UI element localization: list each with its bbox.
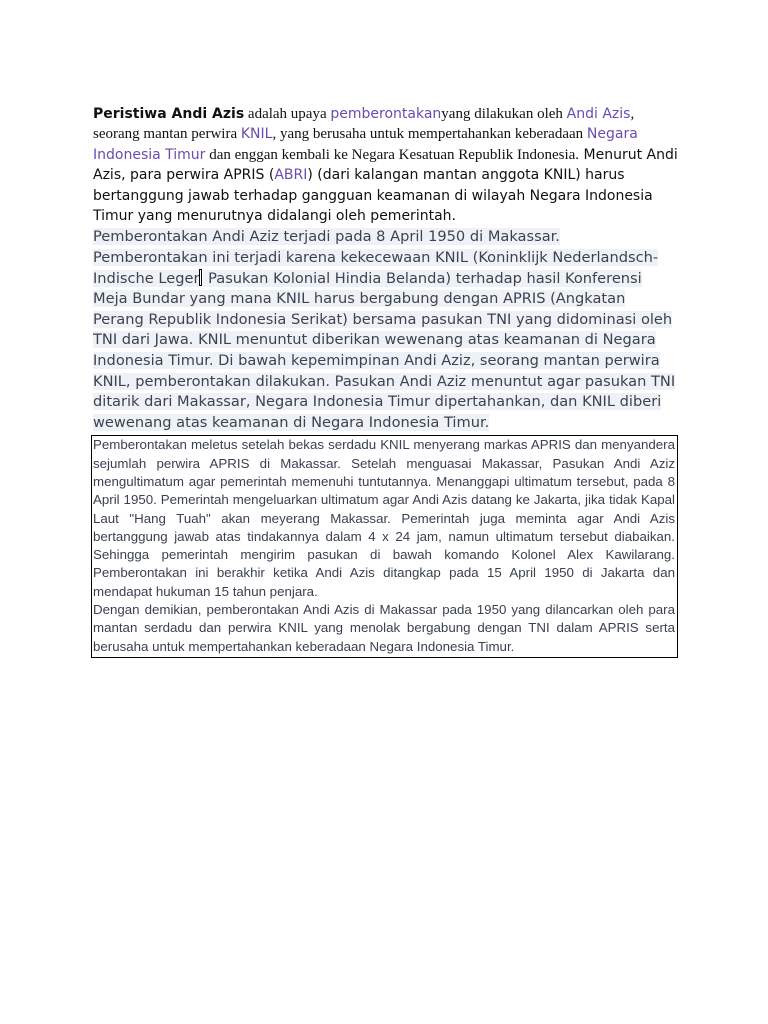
highlighted-text: Pasukan Kolonial Hindia Belanda) terhadap hasil Konferensi Meja Bundar yang mana KNIL harus bergabung dengan APRIS (Angkatan Perang Republik Indonesia Serikat) bersama pasukan TNI yang didominasi oleh TNI dari Jawa. KNIL menuntut diberikan wewenang atas keamanan di Negara Indonesia Timur. Di bawah kepemimpinan Andi Aziz, seorang mantan perwira KNIL, pemberontakan dilakukan. Pasukan Andi Aziz menuntut agar pasukan TNI ditarik dari Makassar, Negara Indonesia Timur dipertahankan, dan KNIL diberi wewenang atas keamanan di Negara Indonesia Timur. (93, 269, 676, 431)
intro-text: dan enggan kembali ke Negara Kesatuan Republik Indonesia. (205, 146, 580, 163)
link-knil[interactable]: KNIL (240, 126, 273, 143)
link-andi-azis[interactable]: Andi Azis (566, 106, 631, 122)
document-page (93, 104, 678, 658)
article-title: Peristiwa Andi Azis (93, 106, 245, 122)
link-abri[interactable]: ABRI (274, 167, 308, 184)
intro-text: yang dilakukan oleh (441, 106, 567, 122)
intro-text: , seorang mantan perwira (93, 106, 635, 143)
intro-text: , yang berusaha untuk mempertahankan keberadaan (272, 126, 587, 143)
background-paragraph (93, 227, 678, 433)
boxed-section (91, 435, 678, 658)
box-paragraph-conclusion: Dengan demikian, pemberontakan Andi Azis di Makassar pada 1950 yang dilancarkan oleh para mantan serdadu dan perwira KNIL yang menolak bergabung dengan TNI dalam APRIS serta berusaha untuk mempertahankan keberadaan Negara Indonesia Timur. (93, 602, 675, 654)
intro-text: ) (dari kalangan mantan anggota KNIL) harus bertanggung jawab terhadap gangguan keamanan di wilayah Negara Indonesia Timur yang menurutnya didalangi oleh pemerintah. (93, 167, 653, 225)
intro-text: adalah upaya (244, 106, 331, 122)
intro-text: Menurut Andi Azis, para perwira APRIS ( (93, 146, 678, 184)
highlighted-text: Pemberontakan Andi Aziz terjadi pada 8 April 1950 di Makassar. Pemberontakan ini terjadi karena kekecewaan KNIL (Koninklijk Nederlandsch-Indische Leger (93, 228, 659, 287)
intro-paragraph (93, 104, 678, 226)
link-pemberontakan[interactable]: pemberontakan (330, 106, 442, 122)
link-negara-indonesia-timur[interactable]: Negara Indonesia Timur (93, 126, 638, 163)
box-paragraph-events: Pemberontakan meletus setelah bekas serdadu KNIL menyerang markas APRIS dan menyandera sejumlah perwira APRIS di Makassar. Setelah menguasai Makassar, Pasukan Andi Aziz mengultimatum agar pemerintah memenuhi tuntutannya. Menanggapi ultimatum tersebut, pada 8 April 1950. Pemerintah mengeluarkan ultimatum agar Andi Azis datang ke Jakarta, jika tidak Kapal Laut "Hang Tuah" akan meyerang Makassar. Pemerintah juga meminta agar Andi Azis bertanggung jawab atas tindakannya dalam 4 x 24 jam, namun ultimatum tersebut diabaikan. Sehingga pemerintah mengirim pasukan di bawah komando Kolonel Alex Kawilarang. Pemberontakan ini berakhir ketika Andi Azis ditangkap pada 15 April 1950 di Jakarta dan mendapat hukuman 15 tahun penjara. (93, 437, 675, 599)
